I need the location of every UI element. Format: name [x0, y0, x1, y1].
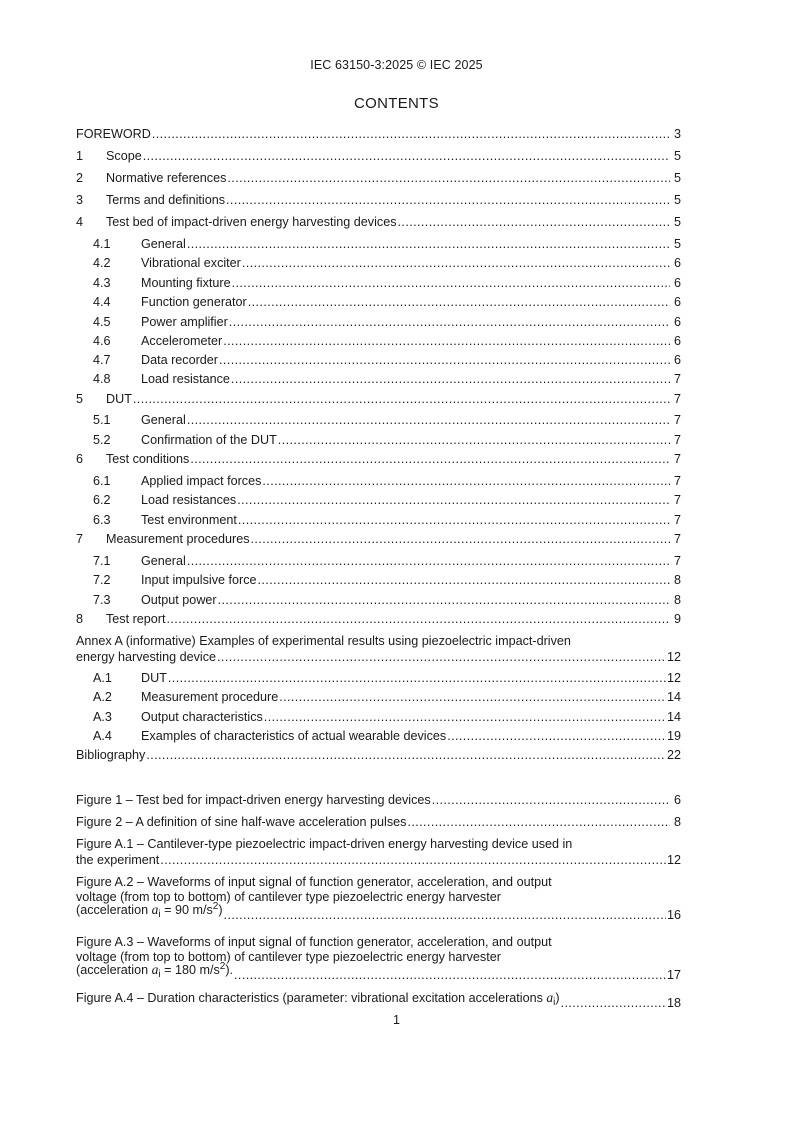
toc-page: 5	[673, 171, 681, 185]
leader-dots	[133, 391, 670, 407]
toc-label: Test conditions	[106, 452, 190, 466]
toc-page: 6	[673, 793, 681, 807]
toc-figure-a3-line1[interactable]: Figure A.3 – Waveforms of input signal of function generator, acceleration, and output	[76, 935, 552, 949]
variable-a: a	[546, 990, 554, 1005]
toc-label: Load resistance	[141, 372, 230, 386]
toc-label: General	[141, 413, 186, 427]
toc-number: 4.8	[93, 372, 111, 386]
toc-entry-4[interactable]	[76, 214, 681, 230]
toc-label: Input impulsive force	[141, 573, 257, 587]
toc-label	[76, 990, 560, 1011]
toc-page: 12	[666, 650, 681, 664]
toc-label: Mounting fixture	[141, 276, 231, 290]
toc-label: Measurement procedures	[106, 532, 250, 546]
toc-label: General	[141, 237, 186, 251]
subscript: i	[158, 969, 161, 980]
toc-entry-5-1[interactable]	[76, 412, 681, 428]
subscript: i	[553, 997, 556, 1008]
toc-label: Output characteristics	[141, 710, 263, 724]
variable-a: a	[151, 902, 159, 917]
toc-number: A.1	[93, 671, 112, 685]
toc-page: 6	[673, 276, 681, 290]
toc-entry-figure-2[interactable]	[76, 814, 681, 830]
toc-label: Power amplifier	[141, 315, 228, 329]
toc-number: 7	[76, 532, 84, 546]
toc-entry-4-7[interactable]	[76, 352, 681, 368]
toc-page: 7	[673, 532, 681, 546]
toc-number: 5	[76, 392, 84, 406]
toc-number: 6.1	[93, 474, 111, 488]
leader-dots	[143, 148, 670, 164]
toc-entry-a-3[interactable]	[76, 709, 681, 725]
leader-dots	[168, 670, 666, 686]
toc-number: 4.4	[93, 295, 111, 309]
toc-label: the experiment	[76, 853, 160, 867]
leader-dots	[278, 432, 670, 448]
label-prefix: Figure A.4 – Duration characteristics (parameter: vibrational excitation accelerations	[76, 991, 547, 1005]
toc-page: 7	[673, 392, 681, 406]
toc-entry-7-2[interactable]	[76, 572, 681, 588]
toc-page: 5	[673, 193, 681, 207]
label-middle: = 90 m/s	[160, 903, 213, 917]
toc-entry-7-1[interactable]	[76, 553, 681, 569]
toc-label: Test bed of impact-driven energy harvesting devices	[106, 215, 397, 229]
toc-page: 7	[673, 513, 681, 527]
leader-dots	[262, 473, 670, 489]
toc-label: Terms and definitions	[106, 193, 226, 207]
leader-dots	[187, 236, 670, 252]
toc-number: 7.3	[93, 593, 111, 607]
toc-entry-5-2[interactable]	[76, 432, 681, 448]
toc-entry-a-2[interactable]	[76, 689, 681, 705]
toc-page: 3	[673, 127, 681, 141]
toc-entry-4-2[interactable]	[76, 255, 681, 271]
toc-page: 7	[673, 372, 681, 386]
label-suffix: ).	[225, 963, 234, 977]
toc-page: 12	[666, 853, 681, 867]
toc-entry-6[interactable]	[76, 451, 681, 467]
toc-label: Function generator	[141, 295, 247, 309]
toc-label: Accelerometer	[141, 334, 223, 348]
toc-page: 8	[673, 573, 681, 587]
toc-entry-6-2[interactable]	[76, 492, 681, 508]
toc-page: 6	[673, 295, 681, 309]
toc-annex-a-line1[interactable]: Annex A (informative) Examples of experimental results using piezoelectric impact-driven	[76, 634, 571, 648]
toc-entry-foreword[interactable]	[76, 126, 681, 142]
toc-page: 6	[673, 315, 681, 329]
toc-number: 6.3	[93, 513, 111, 527]
toc-page: 7	[673, 474, 681, 488]
leader-dots	[226, 192, 670, 208]
toc-number: 5.1	[93, 413, 111, 427]
toc-label: energy harvesting device	[76, 650, 217, 664]
toc-figure-a1-line1[interactable]: Figure A.1 – Cantilever-type piezoelectric impact-driven energy harvesting device used in	[76, 837, 573, 851]
toc-page: 22	[666, 748, 681, 762]
toc-number: 4.7	[93, 353, 111, 367]
toc-entry-3[interactable]	[76, 192, 681, 208]
leader-dots	[264, 709, 666, 725]
toc-page: 8	[673, 593, 681, 607]
leader-dots	[237, 492, 670, 508]
toc-label	[76, 959, 233, 983]
toc-number: A.3	[93, 710, 112, 724]
toc-entry-7-3[interactable]	[76, 592, 681, 608]
leader-dots	[447, 728, 666, 744]
toc-label: Vibrational exciter	[141, 256, 241, 270]
label-middle: = 180 m/s	[160, 963, 220, 977]
toc-entry-4-6[interactable]	[76, 333, 681, 349]
toc-entry-2[interactable]	[76, 170, 681, 186]
toc-entry-1[interactable]	[76, 148, 681, 164]
toc-number: A.2	[93, 690, 112, 704]
toc-number: 4.6	[93, 334, 111, 348]
toc-number: 4.3	[93, 276, 111, 290]
toc-number: 4	[76, 215, 84, 229]
contents-title: CONTENTS	[354, 95, 439, 112]
toc-label: Figure 1 – Test bed for impact-driven energy harvesting devices	[76, 793, 431, 807]
toc-label: DUT	[141, 671, 167, 685]
toc-entry-4-5[interactable]	[76, 314, 681, 330]
toc-page: 7	[673, 493, 681, 507]
toc-page: 9	[673, 612, 681, 626]
toc-label: Confirmation of the DUT	[141, 433, 277, 447]
toc-entry-6-3[interactable]	[76, 512, 681, 528]
toc-label: Test report	[106, 612, 166, 626]
toc-entry-7[interactable]	[76, 531, 681, 547]
leader-dots	[167, 611, 671, 627]
toc-entry-4-4[interactable]	[76, 294, 681, 310]
leader-dots	[187, 553, 670, 569]
leader-dots	[238, 512, 670, 528]
toc-number: 4.2	[93, 256, 111, 270]
toc-number: 5.2	[93, 433, 111, 447]
leader-dots	[229, 314, 670, 330]
toc-page: 19	[666, 729, 681, 743]
toc-figure-a3-line2[interactable]: voltage (from top to bottom) of cantilever type piezoelectric energy harvester	[76, 950, 501, 964]
toc-entry-4-8[interactable]	[76, 371, 681, 387]
leader-dots	[223, 333, 670, 349]
toc-page: 7	[673, 554, 681, 568]
toc-entry-figure-a1[interactable]	[76, 852, 681, 868]
toc-label: Figure 2 – A definition of sine half-wave acceleration pulses	[76, 815, 407, 829]
leader-dots	[251, 531, 671, 547]
superscript: 2	[212, 901, 219, 912]
toc-entry-4-1[interactable]	[76, 236, 681, 252]
leader-dots	[224, 907, 666, 923]
toc-number: 2	[76, 171, 84, 185]
toc-page: 17	[666, 968, 681, 982]
toc-entry-figure-a2[interactable]	[76, 901, 681, 923]
toc-number: 3	[76, 193, 84, 207]
toc-number: 6	[76, 452, 84, 466]
label-suffix: )	[555, 991, 560, 1005]
toc-number: 4.5	[93, 315, 111, 329]
toc-page: 5	[673, 237, 681, 251]
leader-dots	[231, 371, 670, 387]
leader-dots	[258, 572, 671, 588]
toc-page: 8	[673, 815, 681, 829]
toc-label: Test environment	[141, 513, 237, 527]
toc-label: General	[141, 554, 186, 568]
toc-entry-a-1[interactable]	[76, 670, 681, 686]
toc-page: 18	[666, 996, 681, 1010]
toc-entry-a-4[interactable]	[76, 728, 681, 744]
toc-page: 6	[673, 353, 681, 367]
leader-dots	[407, 814, 670, 830]
page-number: 1	[393, 1013, 400, 1027]
toc-label: Examples of characteristics of actual wearable devices	[141, 729, 447, 743]
toc-label: Data recorder	[141, 353, 218, 367]
toc-entry-figure-a4[interactable]	[76, 990, 681, 1011]
toc-number: A.4	[93, 729, 112, 743]
leader-dots	[160, 852, 666, 868]
toc-label: Load resistances	[141, 493, 237, 507]
toc-label	[76, 899, 223, 923]
toc-number: 4.1	[93, 237, 111, 251]
leader-dots	[248, 294, 670, 310]
toc-page: 7	[673, 452, 681, 466]
toc-label: DUT	[106, 392, 132, 406]
leader-dots	[218, 592, 670, 608]
toc-page: 6	[673, 334, 681, 348]
toc-label: Scope	[106, 149, 142, 163]
label-prefix: (acceleration	[76, 963, 152, 977]
toc-page: 5	[673, 215, 681, 229]
page-header: IEC 63150-3:2025 © IEC 2025	[310, 58, 483, 72]
toc-page: 16	[666, 908, 681, 922]
toc-label: Output power	[141, 593, 217, 607]
toc-label: FOREWORD	[76, 127, 151, 141]
leader-dots	[432, 792, 670, 808]
label-prefix: (acceleration	[76, 903, 152, 917]
toc-page: 5	[673, 149, 681, 163]
leader-dots	[217, 649, 666, 665]
leader-dots	[227, 170, 670, 186]
toc-number: 6.2	[93, 493, 111, 507]
toc-number: 8	[76, 612, 84, 626]
toc-entry-4-3[interactable]	[76, 275, 681, 291]
subscript: i	[158, 909, 161, 920]
toc-label: Applied impact forces	[141, 474, 262, 488]
toc-number: 7.2	[93, 573, 111, 587]
toc-entry-8[interactable]	[76, 611, 681, 627]
toc-entry-annex-a[interactable]	[76, 649, 681, 665]
toc-figure-a2-line2[interactable]: voltage (from top to bottom) of cantilever type piezoelectric energy harvester	[76, 890, 501, 904]
leader-dots	[187, 412, 670, 428]
toc-entry-bibliography[interactable]	[76, 747, 681, 763]
leader-dots	[234, 967, 666, 983]
leader-dots	[398, 214, 670, 230]
toc-page: 6	[673, 256, 681, 270]
toc-page: 7	[673, 413, 681, 427]
leader-dots	[279, 689, 666, 705]
toc-entry-6-1[interactable]	[76, 473, 681, 489]
toc-label: Measurement procedure	[141, 690, 279, 704]
toc-page: 12	[666, 671, 681, 685]
variable-a: a	[151, 962, 159, 977]
toc-entry-5[interactable]	[76, 391, 681, 407]
toc-figure-a2-line1[interactable]: Figure A.2 – Waveforms of input signal of function generator, acceleration, and output	[76, 875, 552, 889]
leader-dots	[561, 995, 666, 1011]
leader-dots	[146, 747, 666, 763]
toc-page: 14	[666, 690, 681, 704]
toc-page: 14	[666, 710, 681, 724]
leader-dots	[152, 126, 670, 142]
toc-number: 1	[76, 149, 84, 163]
toc-entry-figure-a3[interactable]	[76, 961, 681, 983]
leader-dots	[242, 255, 670, 271]
leader-dots	[232, 275, 670, 291]
toc-label: Normative references	[106, 171, 227, 185]
toc-page: 7	[673, 433, 681, 447]
leader-dots	[190, 451, 670, 467]
label-suffix: )	[218, 903, 223, 917]
leader-dots	[219, 352, 670, 368]
toc-label: Bibliography	[76, 748, 146, 762]
toc-entry-figure-1[interactable]	[76, 792, 681, 808]
toc-number: 7.1	[93, 554, 111, 568]
superscript: 2	[219, 961, 226, 972]
